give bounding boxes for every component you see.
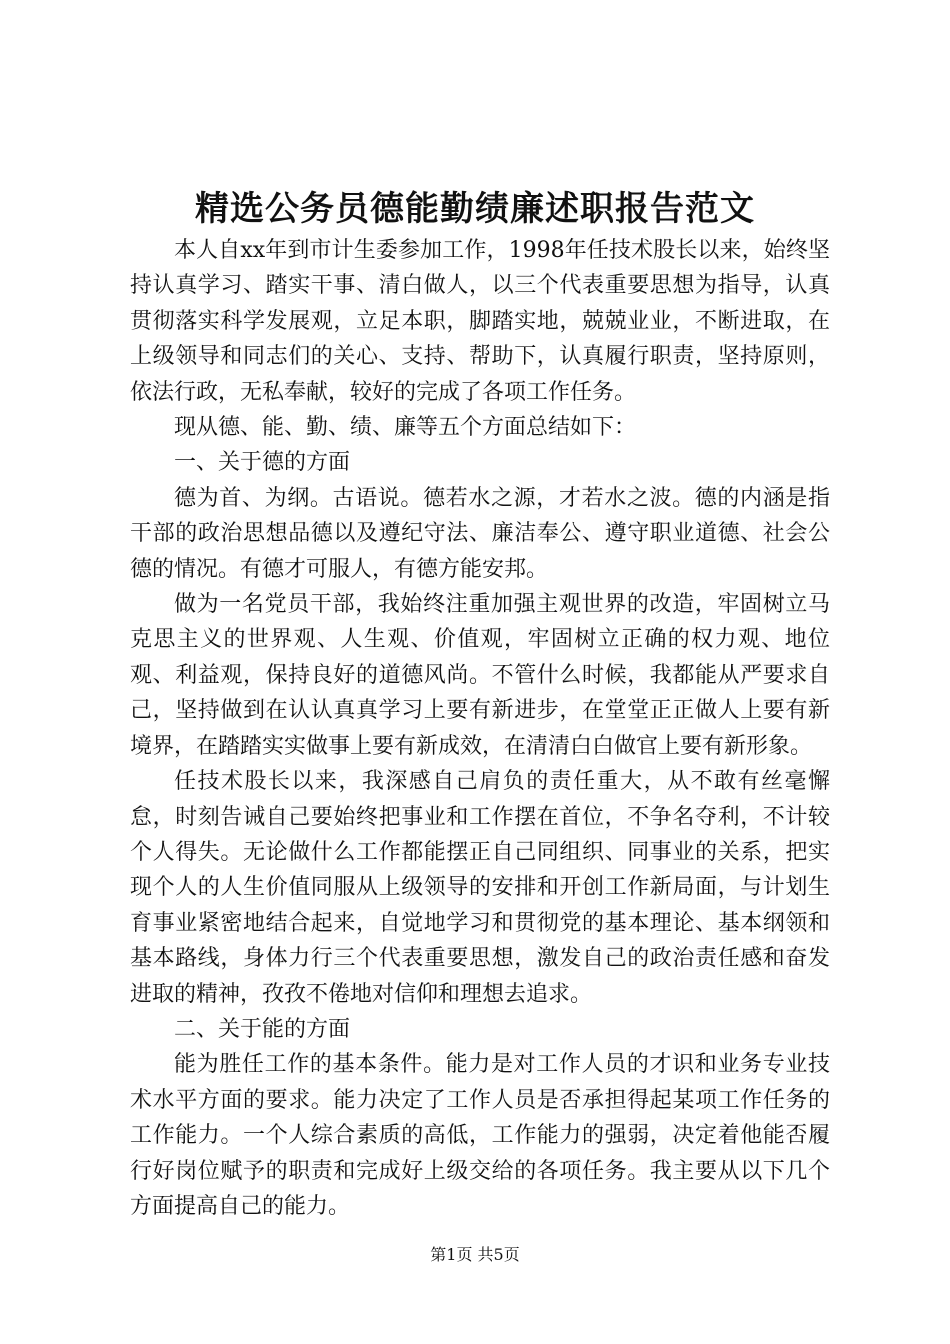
section-heading-de: 一、关于德的方面 bbox=[174, 450, 351, 476]
paragraph-intro: 本人自xx年到市计生委参加工作，1998年任技术股长以来，始终坚持认真学习、踏实干事、清白做人，以三个代表重要思想为指导，认真贯彻落实科学发展观，立足本职，脚踏实地，兢兢业业，不断进取，在上级领导和同志们的关心、支持、帮助下，认真履行职责，坚持原则，依法行政，无私奉献，较好的完成了各项工作任务。 bbox=[130, 238, 830, 405]
paragraph-de-responsibility: 任技术股长以来，我深感自己肩负的责任重大，从不敢有丝毫懈怠，时刻告诫自己要始终把事业和工作摆在首位，不争名夺利，不计较个人得失。无论做什么工作都能摆正自己同组织、同事业的关系，把实现个人的人生价值同服从上级领导的安排和开创工作新局面，与计划生育事业紧密地结合起来，自觉地学习和贯彻党的基本理论、基本纲领和基本路线，身体力行三个代表重要思想，激发自己的政治责任感和奋发进取的精神，孜孜不倦地对信仰和理想去追求。 bbox=[130, 769, 830, 1007]
section-heading-neng: 二、关于能的方面 bbox=[174, 1016, 351, 1042]
document-title: 精选公务员德能勤绩廉述职报告范文 bbox=[195, 189, 755, 229]
paragraph-summary-lead: 现从德、能、勤、绩、廉等五个方面总结如下： bbox=[174, 415, 637, 441]
document-body bbox=[130, 233, 830, 1224]
paragraph-de-party-member: 做为一名党员干部，我始终注重加强主观世界的改造，牢固树立马克思主义的世界观、人生观、价值观，牢固树立正确的权力观、地位观、利益观，保持良好的道德风尚。不管什么时候，我都能从严要求自己，坚持做到在认认真真学习上要有新进步，在堂堂正正做人上要有新境界，在踏踏实实做事上要有新成效，在清清白白做官上要有新形象。 bbox=[130, 592, 830, 759]
paragraph-de-definition: 德为首、为纲。古语说。德若水之源，才若水之波。德的内涵是指干部的政治思想品德以及遵纪守法、廉洁奉公、遵守职业道德、社会公德的情况。有德才可服人，有德方能安邦。 bbox=[130, 485, 830, 582]
paragraph-neng-definition: 能为胜任工作的基本条件。能力是对工作人员的才识和业务专业技术水平方面的要求。能力决定了工作人员是否承担得起某项工作任务的工作能力。一个人综合素质的高低，工作能力的强弱，决定着他能否履行好岗位赋予的职责和完成好上级交给的各项任务。我主要从以下几个方面提高自己的能力。 bbox=[130, 1052, 830, 1219]
page-number-footer: 第1页 共5页 bbox=[430, 1245, 520, 1264]
